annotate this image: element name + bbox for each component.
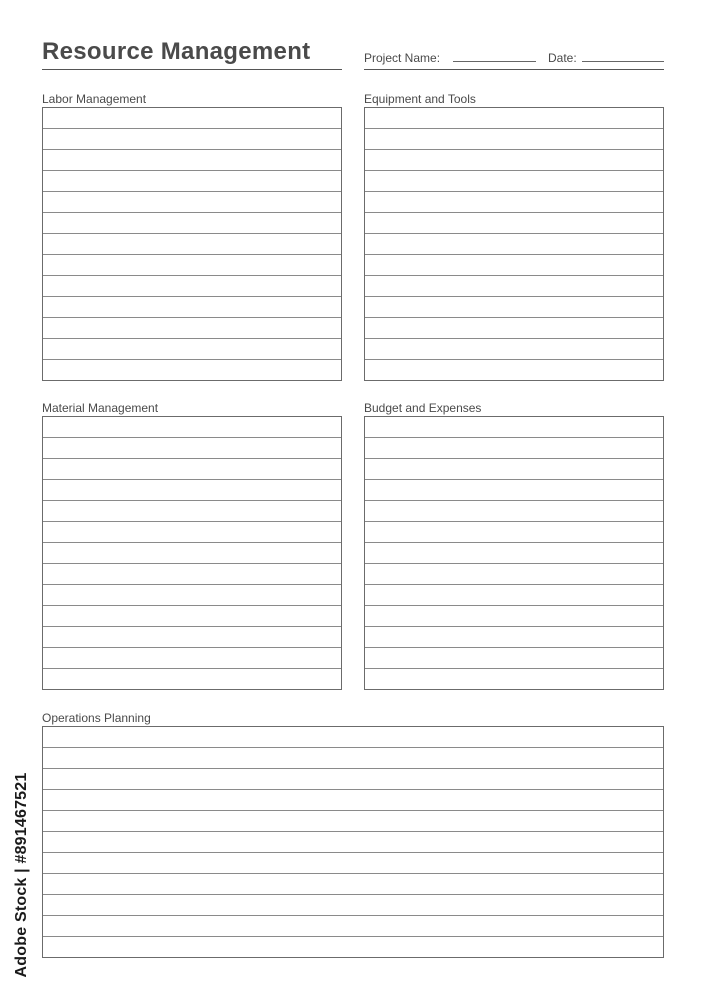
equipment-tools-box[interactable]	[364, 107, 664, 381]
stock-watermark	[12, 765, 32, 985]
material-management-box[interactable]	[42, 416, 342, 690]
date-label: Date:	[548, 51, 577, 65]
page-title: Resource Management	[42, 38, 311, 65]
operations-planning-label: Operations Planning	[42, 711, 151, 725]
material-management-label: Material Management	[42, 401, 159, 415]
labor-management-box[interactable]	[42, 107, 342, 381]
budget-expenses-box[interactable]	[364, 416, 664, 690]
title-underline	[42, 69, 342, 70]
date-field[interactable]	[582, 61, 664, 62]
operations-planning-box[interactable]	[42, 726, 664, 958]
project-name-field[interactable]	[453, 61, 536, 62]
labor-management-label: Labor Management	[42, 92, 147, 106]
project-name-label: Project Name:	[364, 51, 441, 65]
equipment-tools-label: Equipment and Tools	[364, 92, 476, 106]
budget-expenses-label: Budget and Expenses	[364, 401, 482, 415]
header-underline	[364, 69, 664, 70]
stock-watermark-text: Adobe Stock | #891467521	[13, 772, 30, 978]
